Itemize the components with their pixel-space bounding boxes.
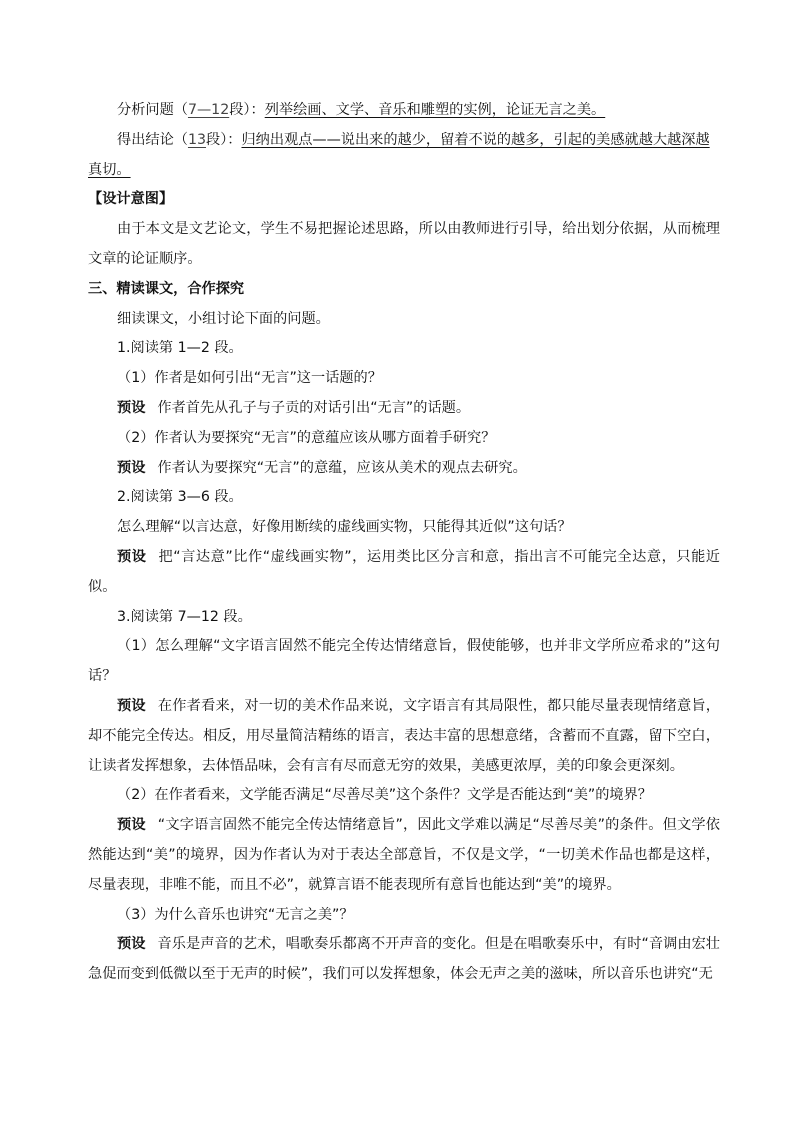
analyze-paragraph <box>88 96 720 126</box>
q2-question: 怎么理解“以言达意，好像用断续的虚线画实物，只能得其近似”这句话？ <box>117 519 572 536</box>
q3-answer2 <box>88 811 720 900</box>
q3-answer1-text: 在作者看来，对一切的美术作品来说，文字语言有其局限性，都只能尽量表现情绪意旨，却不能完全传达。相反，用尽量简洁精练的语言，表达丰富的思想意绪，含蓄而不直露，留下空白，让读者发挥想象，去体悟品味，会有言有尽而意无穷的效果，美感更浓厚，美的印象会更深刻。 <box>88 697 720 774</box>
design-body: 由于本文是文艺论文，学生不易把握论述思路，所以由教师进行引导，给出划分依据，从而梳理文章的论证顺序。 <box>88 221 720 267</box>
conclude-range-suffix: 段）： <box>206 131 242 148</box>
document-body <box>88 96 720 990</box>
section3-intro: 细读课文，小组讨论下面的问题。 <box>117 310 330 327</box>
q3-answer1 <box>88 692 720 781</box>
conclude-text-line1: 归纳出观点——说出来的越少，留着不说的越多，引起的美感就越大越深越 <box>241 131 710 148</box>
conclude-text-line2: 真切。 <box>88 161 131 178</box>
q2-answer-text: 把“言达意”比作“虚线画实物”，运用类比区分言和意，指出言不可能完全达意，只能近似。 <box>88 548 720 595</box>
q3-sub1: （1）怎么理解“文字语言固然不能完全传达情绪意旨，假使能够，也并非文学所应希求的”这句话？ <box>88 638 720 685</box>
analyze-label: 分析问题（ <box>117 102 188 118</box>
q3-answer3-text: 音乐是声音的艺术，唱歌奏乐都离不开声音的变化。但是在唱歌奏乐中，有时“音调由宏壮急促而变到低微以至于无声的时候”，我们可以发挥想象，体会无声之美的滋味，所以音乐也讲究“无 <box>88 936 720 983</box>
analyze-text: 列举绘画、文学、音乐和雕塑的实例，论证无言之美。 <box>264 102 606 118</box>
q1-sub1: （1）作者是如何引出“无言”这一话题的？ <box>117 370 382 387</box>
q1-answer1-text: 作者首先从孔子与子贡的对话引出“无言”的话题。 <box>157 399 471 416</box>
q1-answer1 <box>88 394 720 424</box>
q1-answer2-text: 作者认为要探究“无言”的意蕴，应该从美术的观点去研究。 <box>157 459 527 476</box>
q1-sub2: （2）作者认为要探究“无言”的意蕴应该从哪方面着手研究？ <box>117 429 496 446</box>
conclude-label: 得出结论（ <box>117 131 188 148</box>
preset-label: 预设 <box>117 459 146 476</box>
section3-heading: 三、精读课文，合作探究 <box>88 280 245 297</box>
q2-answer <box>88 543 720 603</box>
preset-label: 预设 <box>117 548 147 565</box>
analyze-range-suffix: 段）： <box>229 102 265 118</box>
design-heading: 【设计意图】 <box>88 191 174 208</box>
q3-sub3: （3）为什么音乐也讲究“无言之美”？ <box>117 906 354 923</box>
analyze-range: 7—12 <box>187 102 230 118</box>
q3-answer3 <box>88 930 720 990</box>
preset-label: 预设 <box>117 817 146 834</box>
q3-title: 3.阅读第 7—12 段。 <box>117 608 252 625</box>
q3-answer2-text: “文字语言固然不能完全传达情绪意旨”，因此文学难以满足“尽善尽美”的条件。但文学依然能达到“美”的境界，因为作者认为对于表达全部意旨，不仅是文学，“一切美术作品也都是这样，尽量表现，非唯不能，而且不必”，就算言语不能表现所有意旨也能达到“美”的境界。 <box>88 817 720 893</box>
q1-answer2 <box>88 454 720 484</box>
q3-sub2: （2）在作者看来，文学能否满足“尽善尽美”这个条件？文学是否能达到“美”的境界？ <box>117 787 652 804</box>
q1-title: 1.阅读第 1—2 段。 <box>117 340 243 357</box>
preset-label: 预设 <box>117 399 146 416</box>
preset-label: 预设 <box>117 936 146 953</box>
q2-title: 2.阅读第 3—6 段。 <box>117 489 243 506</box>
conclude-range: 13 <box>187 131 207 148</box>
conclude-paragraph <box>88 126 720 186</box>
preset-label: 预设 <box>117 697 146 714</box>
